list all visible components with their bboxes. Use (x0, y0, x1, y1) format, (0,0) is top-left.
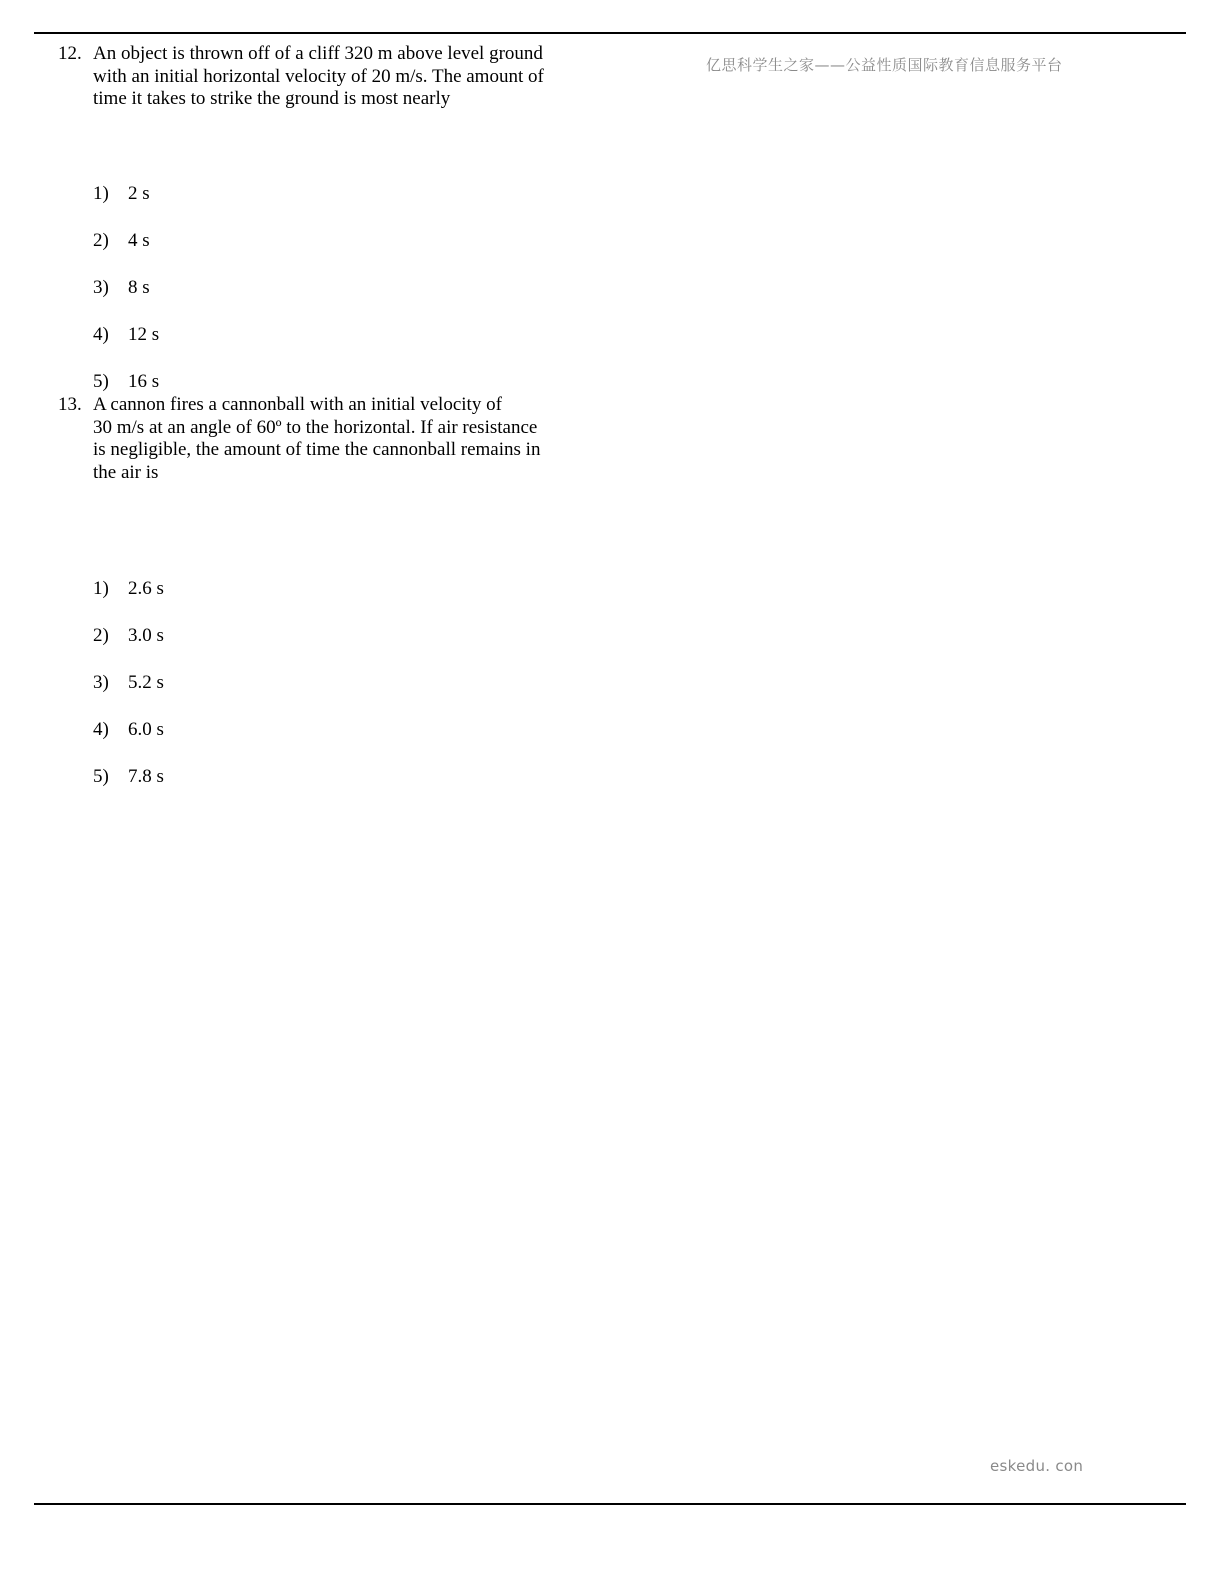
choice-number: 5) (93, 766, 109, 787)
choice-number: 4) (93, 323, 109, 345)
header-watermark: 亿思科学生之家——公益性质国际教育信息服务平台 (706, 56, 1063, 74)
choice-text: 4 s (128, 229, 150, 251)
choice-text: 3.0 s (128, 625, 164, 646)
choice-text: 16 s (128, 370, 160, 392)
answer-choice (93, 766, 164, 790)
answer-choice (93, 324, 159, 348)
top-rule (34, 32, 1186, 34)
question-13 (58, 394, 578, 787)
answer-choice (93, 230, 150, 254)
question-stem: A cannon fires a cannonball with an initial velocity of 30 m/s at an angle of 60º to the horizontal. If air resistance is negligible, the amount of time the cannonball remains in the air is (93, 394, 541, 483)
choice-text: 5.2 s (128, 672, 164, 693)
choice-text: 7.8 s (128, 766, 164, 787)
choice-text: 6.0 s (128, 719, 164, 740)
question-stem: An object is thrown off of a cliff 320 m above level ground with an initial horizontal velocity of 20 m/s. The amount of time it takes to strike the ground is most nearly (93, 43, 544, 109)
choice-number: 5) (93, 370, 109, 392)
question-number: 13. (58, 394, 82, 415)
choice-text: 2.6 s (128, 578, 164, 599)
answer-choice (93, 183, 150, 207)
choice-number: 2) (93, 625, 109, 646)
question-12 (58, 43, 578, 392)
answer-choice (93, 578, 164, 602)
choice-number: 1) (93, 578, 109, 599)
answer-choice (93, 371, 159, 395)
answer-choice (93, 719, 164, 743)
choice-number: 3) (93, 276, 109, 298)
choice-number: 2) (93, 229, 109, 251)
answer-choice (93, 625, 164, 649)
answer-choice (93, 277, 150, 301)
choice-text: 2 s (128, 182, 150, 204)
choice-number: 1) (93, 182, 109, 204)
answer-choice (93, 672, 164, 696)
choice-text: 8 s (128, 276, 150, 298)
footer-watermark: eskedu. con (990, 1457, 1084, 1475)
choice-text: 12 s (128, 323, 160, 345)
choice-number: 4) (93, 719, 109, 740)
question-number: 12. (58, 43, 82, 64)
choice-number: 3) (93, 672, 109, 693)
bottom-rule (34, 1503, 1186, 1505)
